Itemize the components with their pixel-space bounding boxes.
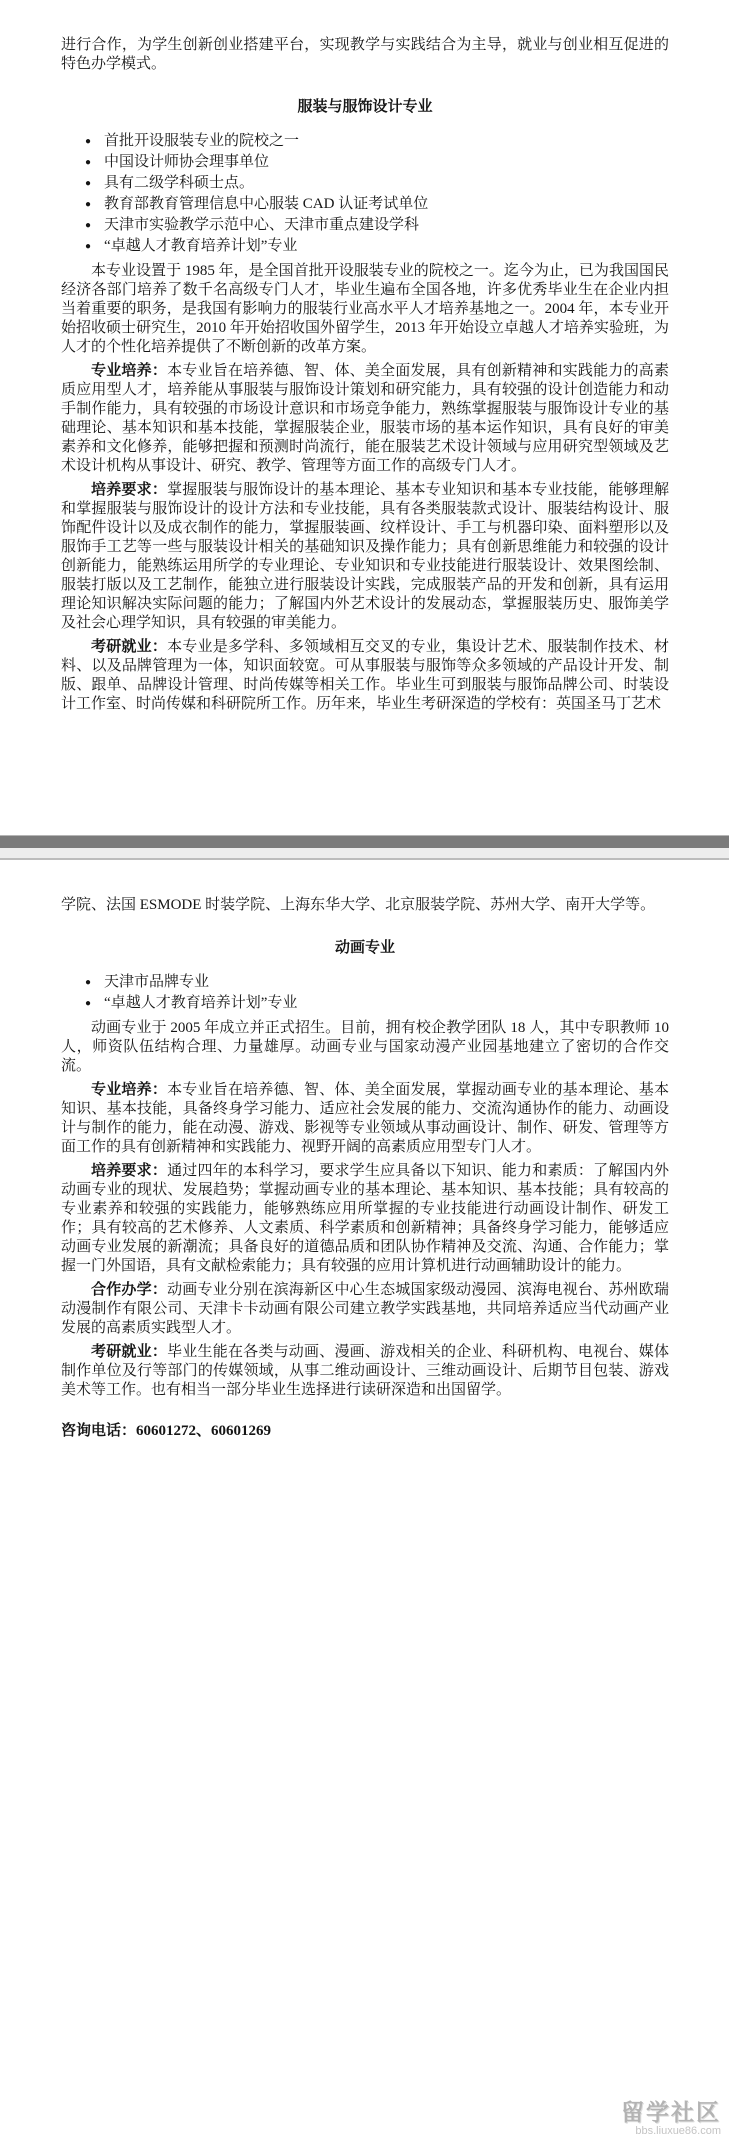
intro-paragraph: 进行合作，为学生创新创业搭建平台，实现教学与实践结合为主导，就业与创业相互促进的特色办学模式。 [61,37,669,72]
document-page-2 [0,860,729,2141]
document-page-1 [0,0,729,835]
separator-gap [0,848,729,858]
animation-feature-list [61,972,669,1014]
list-item: ● 天津市实验教学示范中心、天津市重点建设学科 [85,215,669,236]
watermark-url: bbs.liuxue86.com [635,2124,721,2137]
paragraph-label: 合作办学： [91,1282,168,1298]
paragraph-training-requirements [61,1162,669,1276]
paragraph-label: 考研就业： [91,639,168,655]
paragraph-career [61,1343,669,1400]
paragraph-label: 考研就业： [91,1344,168,1360]
paragraph-text: 动画专业于 2005 年成立并正式招生。目前，拥有校企教学团队 18 人，其中专职教师 10 人，师资队伍结构合理、力量雄厚。动画专业与国家动漫产业园基地建立了密切的合作交流。 [61,1020,669,1074]
phone-numbers: 60601272、60601269 [136,1423,272,1439]
paragraph-text: 通过四年的本科学习，要求学生应具备以下知识、能力和素质：了解国内外动画专业的现状、发展趋势；掌握动画专业的基本理论、基本知识、基本技能；具有较高的专业素养和较强的实践能力，能够熟练应用所掌握的专业技能进行动画设计制作、研发工作；具有较高的艺术修养、人文素质、科学素质和创新精神；具备终身学习能力，能够适应动画专业发展的新潮流；具备良好的道德品质和团队协作精神及交流、沟通、合作能力；掌握一门外国语，具有文献检索能力；具有较强的应用计算机进行动画辅助设计的能力。 [61,1163,669,1274]
paragraph-training-goal [61,362,669,476]
paragraph-label: 培养要求： [91,1163,168,1179]
paragraph-label: 培养要求： [91,482,168,498]
list-item: ● “卓越人才教育培养计划”专业 [85,236,669,257]
paragraph-cooperation [61,1281,669,1338]
page-break-separator [0,835,729,860]
paragraph-label: 专业培养： [91,1082,168,1098]
phone-label: 咨询电话： [61,1423,137,1439]
paragraph-training-requirements [61,481,669,633]
paragraph-text: 本专业旨在培养德、智、体、美全面发展，具有创新精神和实践能力的高素质应用型人才，培养能从事服装与服饰设计策划和研究能力，具有较强的设计创造能力和动手制作能力，具有较强的市场设计意识和市场竞争能力，熟练掌握服装与服饰设计专业的基础理论、基本知识和基本技能，掌握服装企业，服装市场的基本运作知识，具有良好的审美素养和文化修养，能够把握和预测时尚流行，能在服装艺术设计领域与应用研究型领域及艺术设计机构从事设计、研究、教学、管理等方面工作的高级专门人才。 [61,363,669,474]
watermark-logo-text: 留学社区 [621,2099,721,2125]
list-item: ● 具有二级学科硕士点。 [85,173,669,194]
list-item: ● 首批开设服装专业的院校之一 [85,131,669,152]
list-item: ● 天津市品牌专业 [85,972,669,993]
paragraph-text: 本专业设置于 1985 年，是全国首批开设服装专业的院校之一。迄今为止，已为我国国民经济各部门培养了数千名高级专门人才，毕业生遍布全国各地，许多优秀毕业生在企业内担当着重要的职务，是我国有影响力的服装行业高水平人才培养基地之一。2004 年，本专业开始招收硕士研究生，2010 年开始招收国外留学生，2013 年开始设立卓越人才培养实验班，为人才的个性化培养提供了不断创新的改革方案。 [61,263,669,355]
paragraph-overview [61,262,669,357]
paragraph-text: 掌握服装与服饰设计的基本理论、基本专业知识和基本专业技能，能够理解和掌握服装与服饰设计的设计方法和专业技能，具有各类服装款式设计、服装结构设计、服饰配件设计以及成衣制作的能力，掌握服装画、纹样设计、手工与机器印染、面料塑形以及服饰手工艺等一些与服装设计相关的基础知识及操作能力；具有创新思维能力和较强的设计创新能力，能熟练运用所学的专业理论、专业知识和专业技能进行服装设计、效果图绘制、服装打版以及工艺制作，能独立进行服装设计实践，完成服装产品的开发和创新，具有运用理论知识解决实际问题的能力；了解国内外艺术设计的发展动态，掌握服装历史、服饰美学及社会心理学知识，具有较强的审美能力。 [61,482,669,631]
separator-band [0,836,729,848]
paragraph-career [61,638,669,714]
section-heading-fashion-design: 服装与服饰设计专业 [297,99,433,115]
continuation-paragraph: 学院、法国 ESMODE 时装学院、上海东华大学、北京服装学院、苏州大学、南开大学等。 [61,897,656,913]
paragraph-text: 本专业是多学科、多领域相互交叉的专业，集设计艺术、服装制作技术、材料、以及品牌管理为一体，知识面较宽。可从事服装与服饰等众多领域的产品设计开发、制版、跟单、品牌设计管理、时尚传媒等相关工作。毕业生可到服装与服饰品牌公司、时装设计工作室、时尚传媒和科研院所工作。历年来，毕业生考研深造的学校有：英国圣马丁艺术 [61,639,669,712]
paragraph-training-goal [61,1081,669,1157]
list-item: ● 中国设计师协会理事单位 [85,152,669,173]
site-watermark [621,2100,721,2137]
paragraph-text: 毕业生能在各类与动画、漫画、游戏相关的企业、科研机构、电视台、媒体制作单位及行等部门的传媒领域，从事二维动画设计、三维动画设计、后期节目包装、游戏美术等工作。也有相当一部分毕业生选择进行读研深造和出国留学。 [61,1344,669,1398]
list-item: ● “卓越人才教育培养计划”专业 [85,993,669,1014]
paragraph-label: 专业培养： [91,363,168,379]
paragraph-overview [61,1019,669,1076]
fashion-feature-list [61,131,669,257]
paragraph-text: 本专业旨在培养德、智、体、美全面发展，掌握动画专业的基本理论、基本知识、基本技能，具备终身学习能力、适应社会发展的能力、交流沟通协作的能力、动画设计与制作的能力，能在动漫、游戏、影视等专业领域从事动画设计、制作、研发、管理等方面工作的具有创新精神和实践能力、视野开阔的高素质应用型专门人才。 [61,1082,669,1155]
consultation-phone [61,1422,669,1441]
section-heading-animation: 动画专业 [334,940,395,956]
list-item: ● 教育部教育管理信息中心服装 CAD 认证考试单位 [85,194,669,215]
paragraph-text: 动画专业分别在滨海新区中心生态城国家级动漫园、滨海电视台、苏州欧瑞动漫制作有限公司、天津卡卡动画有限公司建立教学实践基地，共同培养适应当代动画产业发展的高素质实践型人才。 [61,1282,669,1336]
